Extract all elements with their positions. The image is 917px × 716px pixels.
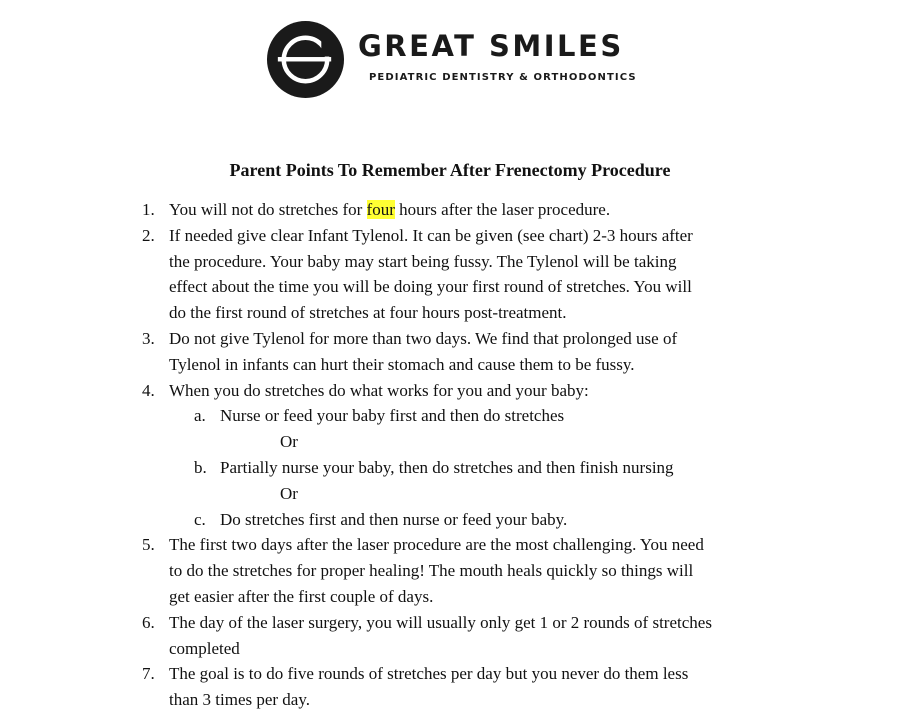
sub-item-b (0, 455, 917, 481)
sub-text: Nurse or feed your baby first and then do stretches (220, 406, 565, 426)
list-item-5 (0, 532, 917, 609)
highlighted-word: four (366, 200, 395, 219)
list-line: than 3 times per day. (169, 690, 310, 710)
list-text: hours after the laser procedure. (394, 200, 611, 219)
great-smiles-logo-icon (266, 20, 345, 99)
list-item-6 (0, 610, 917, 662)
list-text: You will not do stretches for (169, 200, 367, 219)
list-line: the procedure. Your baby may start being fussy. The Tylenol will be taking (169, 251, 677, 271)
list-line: Do not give Tylenol for more than two days. We find that prolonged use of (169, 328, 678, 348)
list-number: 1. (142, 200, 155, 219)
sub-letter: b. (194, 457, 207, 477)
logo-title: GREAT SMILES (358, 29, 624, 63)
instructions-list (0, 197, 917, 713)
list-item-1 (0, 197, 917, 223)
list-line: The first two days after the laser procedure are the most challenging. You need (169, 535, 704, 555)
list-number: 3. (142, 328, 155, 348)
list-line (169, 197, 917, 223)
or-separator: Or (280, 483, 298, 503)
list-line: When you do stretches do what works for you and your baby: (169, 380, 589, 400)
document-title: Parent Points To Remember After Frenectomy Procedure (229, 160, 671, 180)
list-line: completed (169, 638, 240, 658)
list-number: 2. (142, 225, 155, 245)
list-number: 5. (142, 535, 155, 555)
list-line: to do the stretches for proper healing! The mouth heals quickly so things will (169, 561, 694, 581)
list-item-4 (0, 378, 917, 404)
list-line: If needed give clear Infant Tylenol. It can be given (see chart) 2-3 hours after (169, 225, 693, 245)
list-line: Tylenol in infants can hurt their stomach and cause them to be fussy. (169, 354, 635, 374)
sub-letter: c. (194, 509, 206, 529)
sub-text: Do stretches first and then nurse or feed your baby. (220, 509, 568, 529)
sub-item-a (0, 403, 917, 429)
sub-text: Partially nurse your baby, then do stretches and then finish nursing (220, 457, 674, 477)
sub-letter: a. (194, 406, 206, 426)
list-item-3 (0, 326, 917, 378)
list-number: 6. (142, 612, 155, 632)
list-number: 7. (142, 664, 155, 684)
list-line: effect about the time you will be doing your first round of stretches. You will (169, 277, 692, 297)
list-item-7 (0, 661, 917, 713)
logo-subtitle: PEDIATRIC DENTISTRY & ORTHODONTICS (369, 72, 637, 83)
list-line: The day of the laser surgery, you will usually only get 1 or 2 rounds of stretches (169, 612, 712, 632)
list-line: get easier after the first couple of days. (169, 586, 434, 606)
list-line: do the first round of stretches at four hours post-treatment. (169, 303, 567, 323)
sub-item-c (0, 507, 917, 533)
logo (266, 20, 646, 100)
or-separator: Or (280, 432, 298, 452)
list-item-2 (0, 223, 917, 326)
list-number: 4. (142, 380, 155, 400)
list-line: The goal is to do five rounds of stretches per day but you never do them less (169, 664, 689, 684)
